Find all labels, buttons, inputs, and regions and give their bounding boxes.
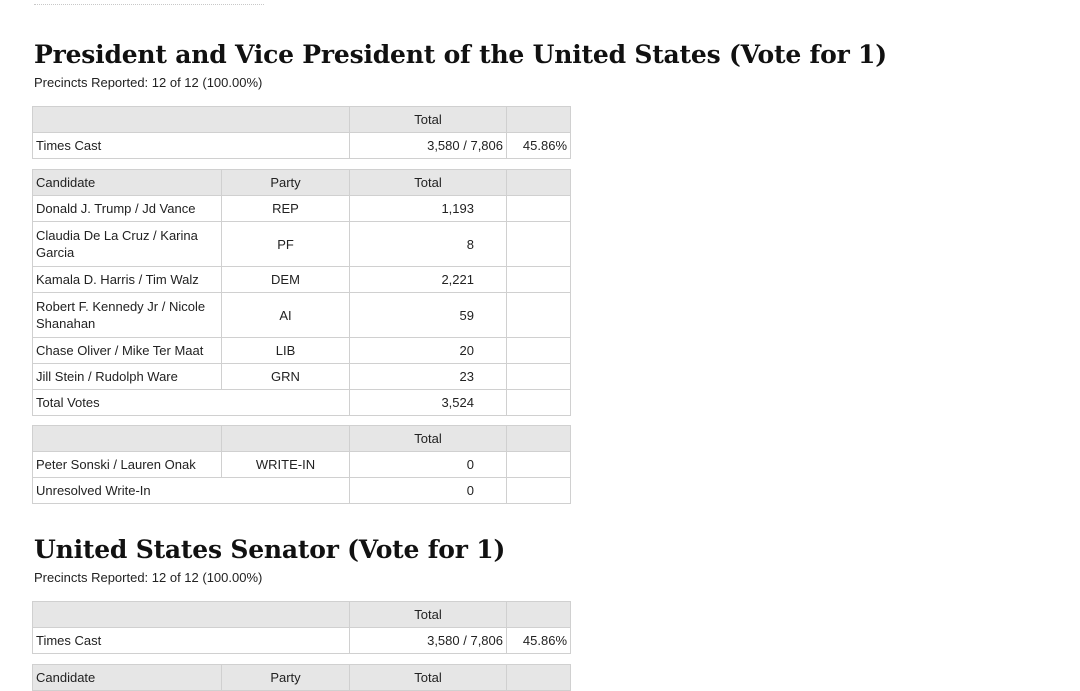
- candidates-header-row: [33, 170, 571, 196]
- candidate-party: GRN: [222, 364, 350, 390]
- candidate-row: [33, 267, 571, 293]
- blank-cell: [507, 390, 571, 416]
- total-votes-row: [33, 390, 571, 416]
- blank-header-cell: [222, 426, 350, 452]
- writein-table: [32, 425, 571, 504]
- candidate-total: 20: [350, 338, 507, 364]
- turnout-table: [32, 106, 571, 159]
- candidate-name: Kamala D. Harris / Tim Walz: [33, 267, 222, 293]
- candidates-header-row: [33, 665, 571, 691]
- writein-total: 0: [350, 452, 507, 478]
- candidate-total: 8: [350, 222, 507, 267]
- candidate-row: [33, 222, 571, 267]
- turnout-header-row: [33, 107, 571, 133]
- cropped-candidates-table: [32, 664, 571, 685]
- party-column-header: Party: [222, 170, 350, 196]
- candidate-total: 2,221: [350, 267, 507, 293]
- unresolved-writein-row: [33, 478, 571, 504]
- candidate-name: Donald J. Trump / Jd Vance: [33, 196, 222, 222]
- candidate-party: REP: [222, 196, 350, 222]
- times-cast-row: [33, 133, 571, 159]
- blank-header-cell: [507, 170, 571, 196]
- times-cast-value: 3,580 / 7,806: [350, 628, 507, 654]
- candidate-row: [33, 196, 571, 222]
- total-header: Total: [350, 107, 507, 133]
- candidate-party: LIB: [222, 338, 350, 364]
- candidate-name: Chase Oliver / Mike Ter Maat: [33, 338, 222, 364]
- times-cast-percent: 45.86%: [507, 628, 571, 654]
- contest-title: United States Senator (Vote for 1): [34, 535, 506, 564]
- candidate-party: PF: [222, 222, 350, 267]
- blank-header-cell: [507, 602, 571, 628]
- contest-title: President and Vice President of the United States (Vote for 1): [34, 40, 887, 69]
- times-cast-value: 3,580 / 7,806: [350, 133, 507, 159]
- times-cast-label: Times Cast: [33, 133, 350, 159]
- total-header: Total: [350, 602, 507, 628]
- times-cast-row: [33, 628, 571, 654]
- total-votes-label: Total Votes: [33, 390, 350, 416]
- total-votes-value: 3,524: [350, 390, 507, 416]
- turnout-table: [32, 601, 571, 654]
- writein-party: WRITE-IN: [222, 452, 350, 478]
- blank-cell: [507, 196, 571, 222]
- writein-name: Unresolved Write-In: [33, 478, 350, 504]
- contest-header: [34, 40, 887, 90]
- total-column-header: Total: [350, 665, 507, 691]
- writein-total-header: Total: [350, 426, 507, 452]
- blank-header-cell: [507, 107, 571, 133]
- total-column-header: Total: [350, 170, 507, 196]
- blank-cell: [507, 478, 571, 504]
- writein-header-row: [33, 426, 571, 452]
- blank-header-cell: [33, 107, 350, 133]
- blank-cell: [507, 364, 571, 390]
- candidate-name: Jill Stein / Rudolph Ware: [33, 364, 222, 390]
- candidates-table: [32, 169, 571, 416]
- times-cast-label: Times Cast: [33, 628, 350, 654]
- writein-row: [33, 452, 571, 478]
- blank-header-cell: [507, 665, 571, 691]
- candidate-row: [33, 293, 571, 338]
- blank-cell: [507, 338, 571, 364]
- candidate-total: 23: [350, 364, 507, 390]
- party-column-header: Party: [222, 665, 350, 691]
- precincts-reported: Precincts Reported: 12 of 12 (100.00%): [34, 75, 263, 90]
- times-cast-percent: 45.86%: [507, 133, 571, 159]
- candidate-party: DEM: [222, 267, 350, 293]
- candidate-name: Claudia De La Cruz / Karina Garcia: [33, 222, 222, 267]
- candidates-table: [32, 664, 571, 691]
- blank-cell: [507, 222, 571, 267]
- blank-header-cell: [33, 426, 222, 452]
- candidate-column-header: Candidate: [33, 170, 222, 196]
- blank-cell: [507, 267, 571, 293]
- blank-header-cell: [507, 426, 571, 452]
- candidate-total: 1,193: [350, 196, 507, 222]
- cropped-previous-line: [34, 0, 264, 5]
- contest-header: [34, 535, 505, 585]
- writein-total: 0: [350, 478, 507, 504]
- candidate-column-header: Candidate: [33, 665, 222, 691]
- candidate-party: AI: [222, 293, 350, 338]
- turnout-header-row: [33, 602, 571, 628]
- blank-cell: [507, 452, 571, 478]
- candidate-row: [33, 364, 571, 390]
- blank-cell: [507, 293, 571, 338]
- candidate-total: 59: [350, 293, 507, 338]
- writein-name: Peter Sonski / Lauren Onak: [33, 452, 222, 478]
- blank-header-cell: [33, 602, 350, 628]
- precincts-reported: Precincts Reported: 12 of 12 (100.00%): [34, 570, 263, 585]
- candidate-row: [33, 338, 571, 364]
- candidate-name: Robert F. Kennedy Jr / Nicole Shanahan: [33, 293, 222, 338]
